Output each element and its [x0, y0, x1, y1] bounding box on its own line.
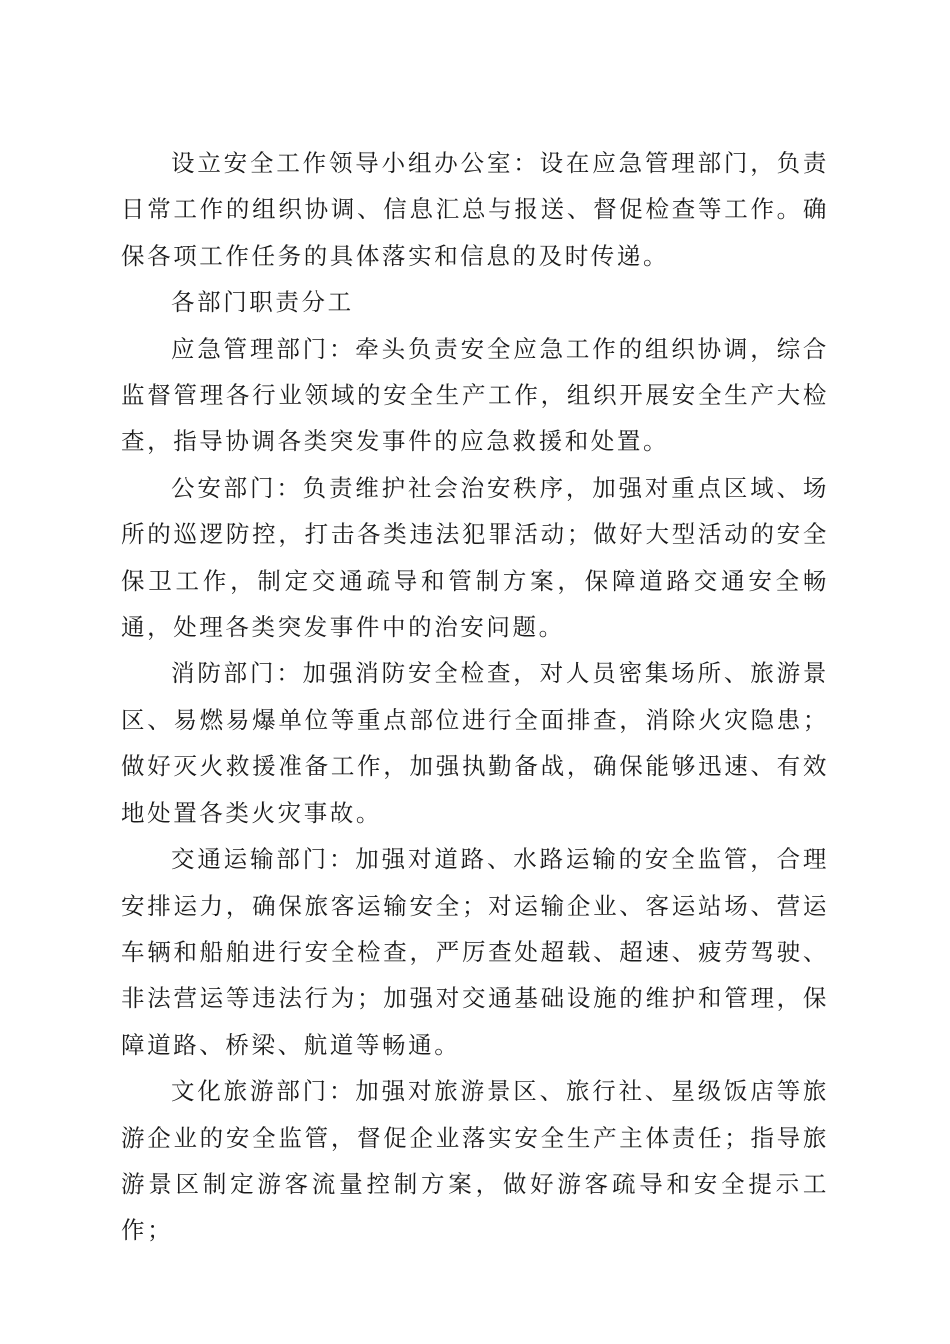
heading-department-duties: 各部门职责分工 — [171, 288, 354, 317]
paragraph-public-security: 公安部门：负责维护社会治安秩序，加强对重点区域、场所的巡逻防控，打击各类违法犯罪活动；做好大型活动的安全保卫工作，制定交通疏导和管制方案，保障道路交通安全畅通，处理各类突发事件中的治安问题。 — [121, 473, 829, 642]
paragraph-transportation: 交通运输部门：加强对道路、水路运输的安全监管，合理安排运力，确保旅客运输安全；对运输企业、客运站场、营运车辆和船舶进行安全检查，严厉查处超载、超速、疲劳驾驶、非法营运等违法行为；加强对交通基础设施的维护和管理，保障道路、桥梁、航道等畅通。 — [121, 845, 829, 1059]
paragraph-leading-group-office: 设立安全工作领导小组办公室：设在应急管理部门，负责日常工作的组织协调、信息汇总与报送、督促检查等工作。确保各项工作任务的具体落实和信息的及时传递。 — [121, 149, 829, 270]
paragraph-fire-department: 消防部门：加强消防安全检查，对人员密集场所、旅游景区、易燃易爆单位等重点部位进行全面排查，消除火灾隐患；做好灭火救援准备工作，加强执勤备战，确保能够迅速、有效地处置各类火灾事故。 — [121, 659, 829, 827]
paragraph-culture-tourism: 文化旅游部门：加强对旅游景区、旅行社、星级饭店等旅游企业的安全监管，督促企业落实安全生产主体责任；指导旅游景区制定游客流量控制方案，做好游客疏导和安全提示工作； — [121, 1077, 829, 1245]
document-body — [121, 140, 829, 1254]
paragraph-emergency-management: 应急管理部门：牵头负责安全应急工作的组织协调，综合监督管理各行业领域的安全生产工作，组织开展安全生产大检查，指导协调各类突发事件的应急救援和处置。 — [121, 334, 829, 456]
